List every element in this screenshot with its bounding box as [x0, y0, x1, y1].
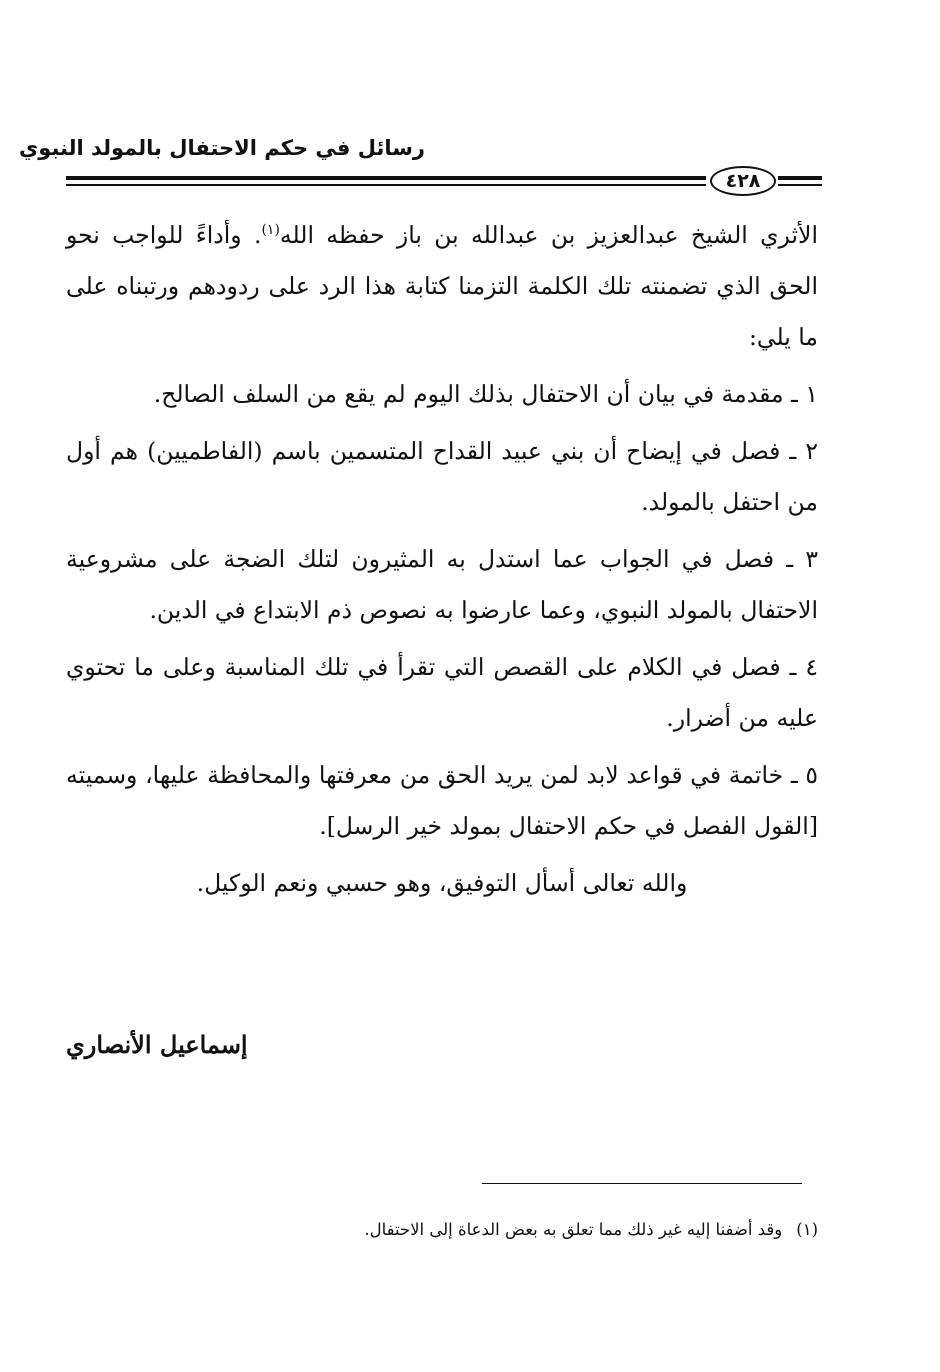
page-number-badge: ٤٢٨: [710, 166, 776, 196]
intro-paragraph: [66, 210, 818, 363]
footnote-number: (١): [796, 1220, 818, 1239]
list-item-1: ١ ـ مقدمة في بيان أن الاحتفال بذلك اليوم لم يقع من السلف الصالح.: [153, 380, 818, 408]
footnote: [150, 1213, 818, 1247]
author-signature: إسماعيل الأنصاري: [66, 1030, 248, 1059]
list-item-5: ٥ ـ خاتمة في قواعد لابد لمن يريد الحق من معرفتها والمحافظة عليها، وسميته [القول الفصل في حكم الاحتفال بمولد خير الرسل].: [66, 761, 818, 840]
body-text: [66, 210, 818, 915]
list-item-4: ٤ ـ فصل في الكلام على القصص التي تقرأ في تلك المناسبة وعلى ما تحتوي عليه من أضرار.: [66, 653, 818, 732]
running-header-title: رسائل في حكم الاحتفال بالمولد النبوي: [19, 136, 425, 160]
intro-text-a: الأثري الشيخ عبدالعزيز بن عبدالله بن باز حفظه الله: [279, 221, 818, 249]
intro-text-b: . وأداءً للواجب نحو الحق الذي تضمنته تلك الكلمة التزمنا كتابة هذا الرد على ردودهم ورتبناه على ما يلي:: [66, 221, 818, 351]
list-item-2: ٢ ـ فصل في إيضاح أن بني عبيد القداح المتسمين باسم (الفاطميين) هم أول من احتفل بالمولد.: [66, 437, 818, 516]
footnote-text: وقد أضفنا إليه غير ذلك مما تعلق به بعض الدعاة إلى الاحتفال.: [364, 1220, 783, 1239]
header-rule-thick-right: [778, 176, 822, 180]
header-rule-thin-right: [778, 184, 822, 186]
footnote-reference: (١): [261, 222, 280, 239]
header-rule-thin: [66, 184, 706, 186]
footnote-separator: [482, 1183, 802, 1184]
closing-line: والله تعالى أسأل التوفيق، وهو حسبي ونعم الوكيل.: [196, 869, 688, 897]
list-item-3: ٣ ـ فصل في الجواب عما استدل به المثيرون لتلك الضجة على مشروعية الاحتفال بالمولد النبوي، وعما عارضوا به نصوص ذم الابتداع في الدين.: [66, 545, 818, 624]
header-rule-thick: [66, 176, 706, 180]
